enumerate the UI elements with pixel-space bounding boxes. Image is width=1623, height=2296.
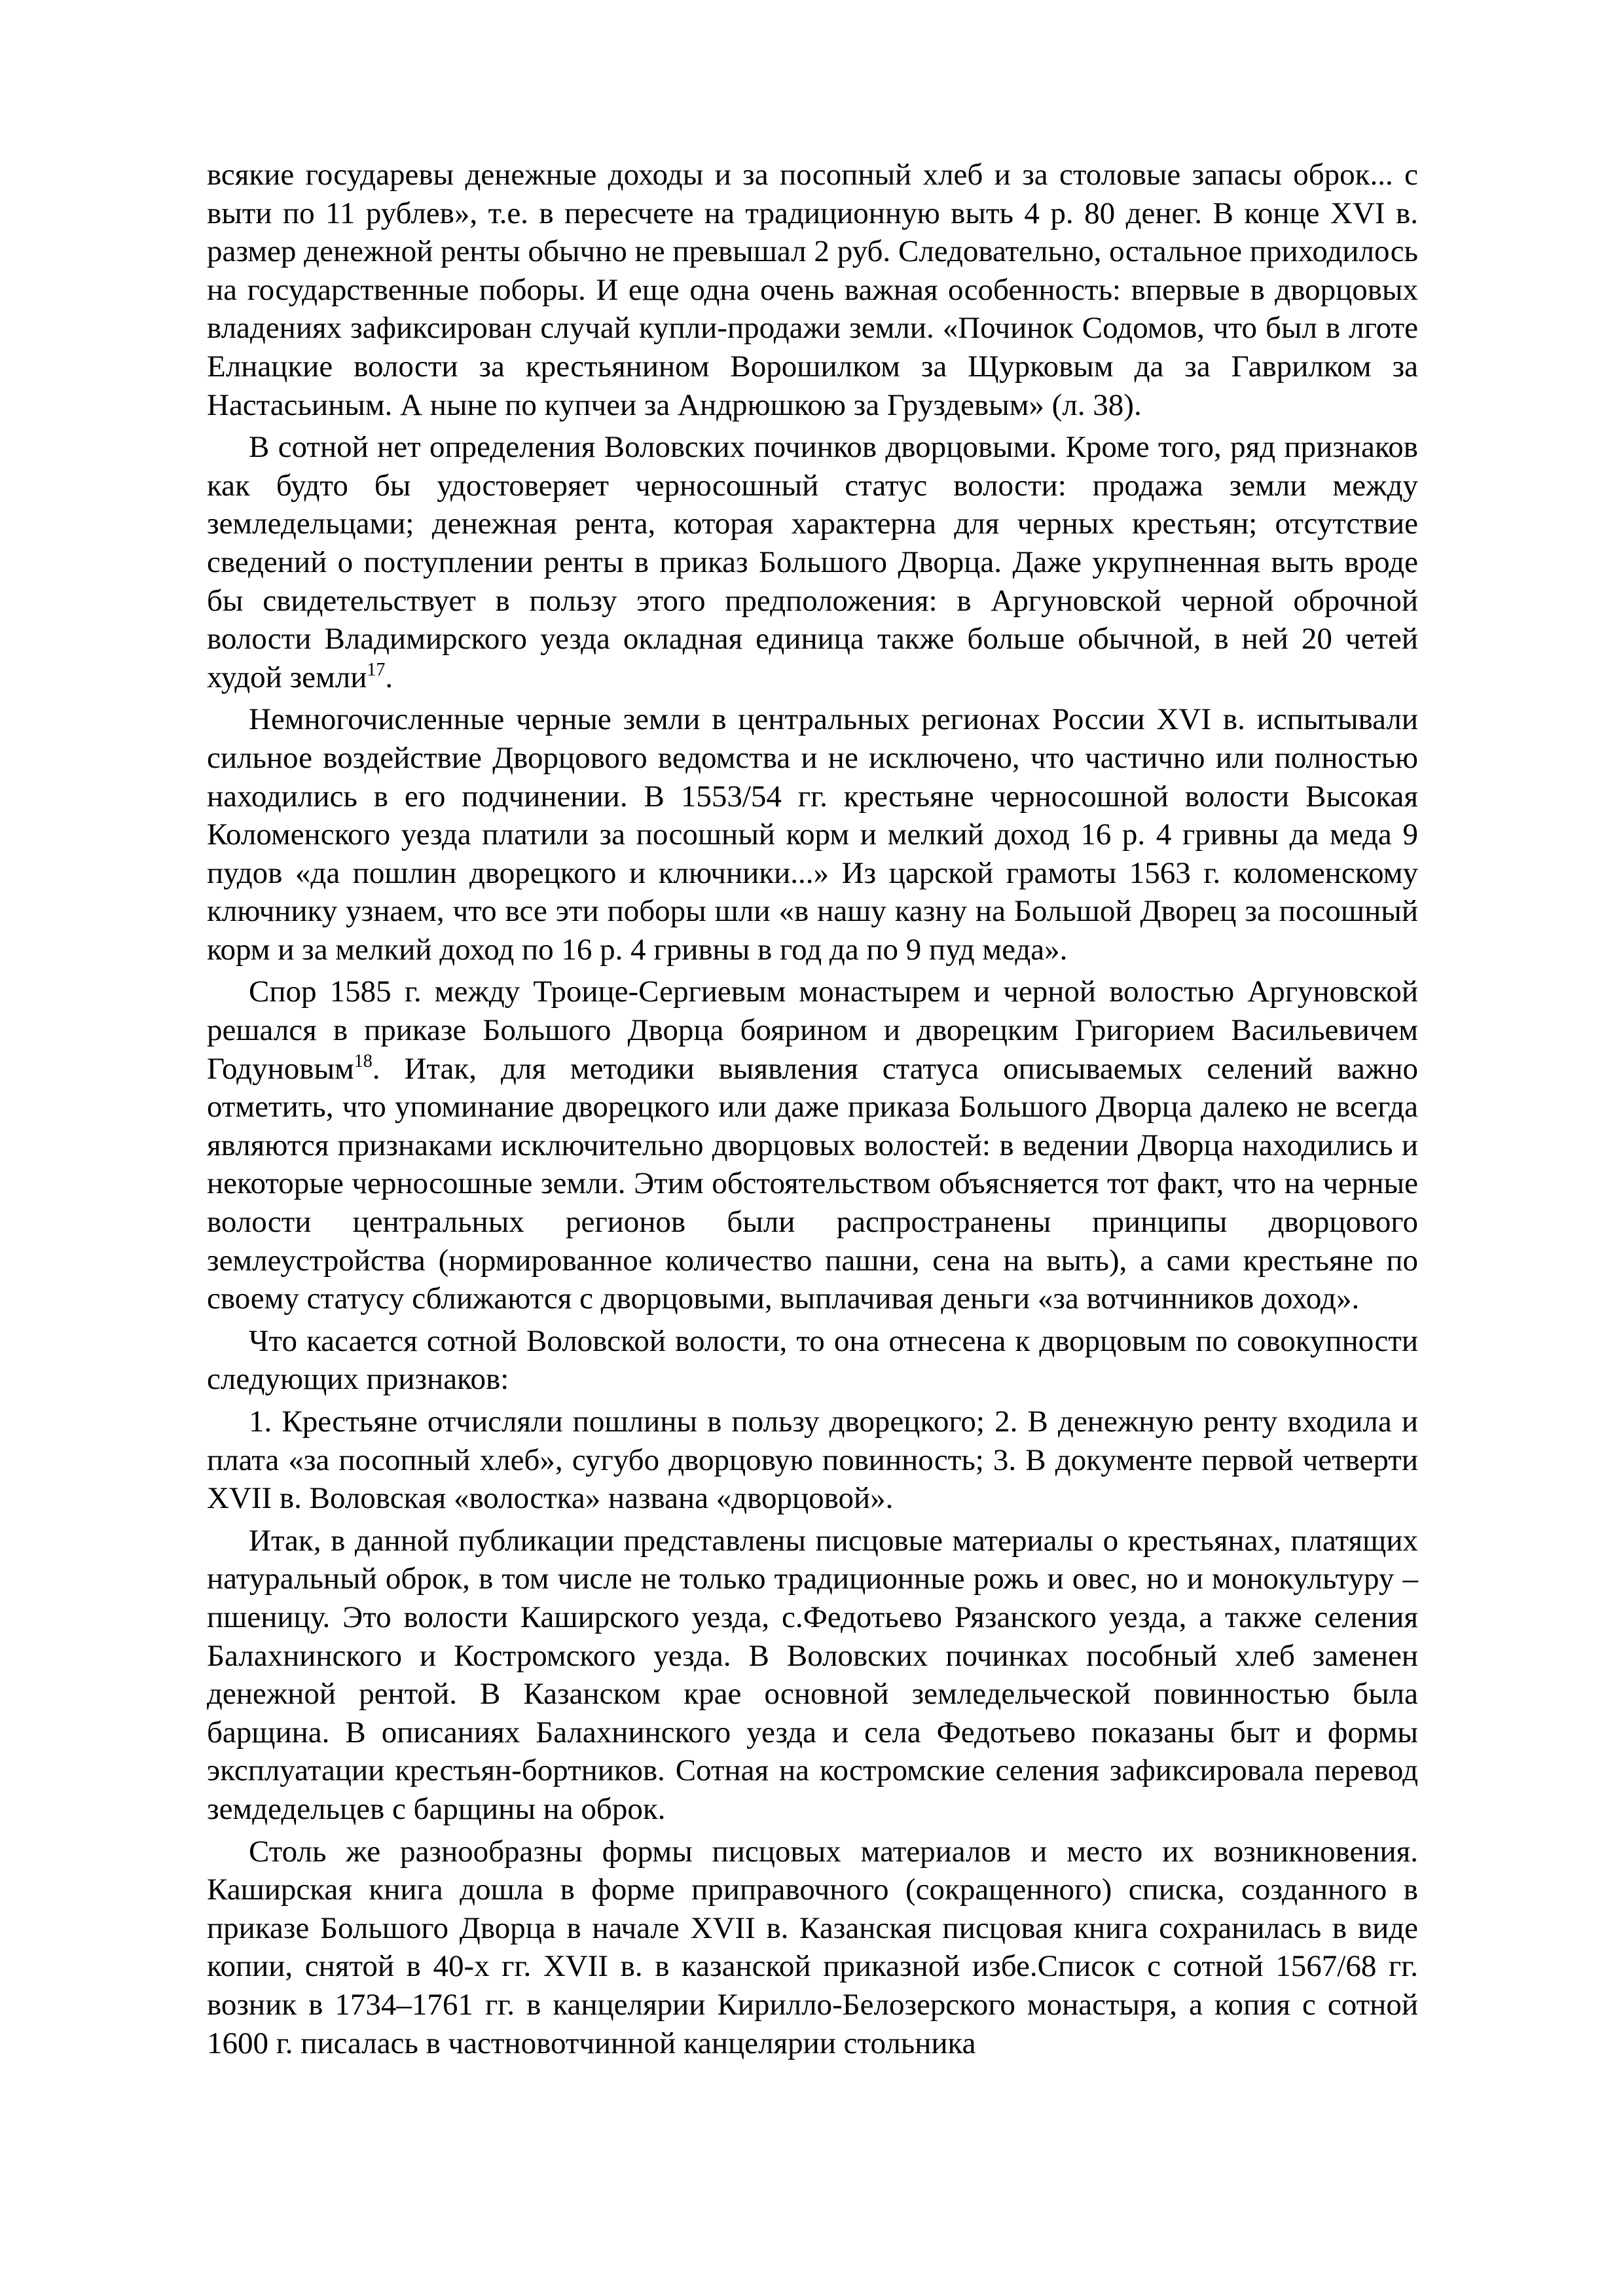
paragraph-2-text: В сотной нет определения Воловских починков дворцовыми. Кроме того, ряд признаков как будто бы удостоверяет черносошный статус волости: продажа земли между земледельцами; денежная рента, которая характерна для черных крестьян; отсутствие сведений о поступлении ренты в приказ Большого Дворца. Даже укрупненная выть вроде бы свидетельствует в пользу этого предположения: в Аргуновской черной оброчной волости Владимирского уезда окладная единица также больше обычной, в ней 20 четей худой земли <box>207 430 1418 694</box>
footnote-ref-18: 18 <box>354 1050 373 1071</box>
paragraph-1 <box>207 156 1418 424</box>
paragraph-2-tail: . <box>385 660 393 694</box>
paragraph-8 <box>207 1833 1418 2063</box>
paragraph-5-text: Что касается сотной Воловской волости, то она отнесена к дворцовым по совокупности следующих признаков: <box>207 1323 1418 1397</box>
paragraph-3-text: Немногочисленные черные земли в центральных регионах России XVI в. испытывали сильное воздействие Дворцового ведомства и не исключено, что частично или полностью находились в его подчинении. В 1553/54 гг. крестьяне черносошной волости Высокая Коломенского уезда платили за посошный корм и мелкий доход 16 р. 4 гривны да меда 9 пудов «да пошлин дворецкого и ключники...» Из царской грамоты 1563 г. коломенскому ключнику узнаем, что все эти поборы шли «в нашу казну на Большой Дворец за посошный корм и за мелкий доход по 16 р. 4 гривны в год да по 9 пуд меда». <box>207 702 1418 967</box>
paragraph-1-text: всякие государевы денежные доходы и за посопный хлеб и за столовые запасы оброк... с выти по 11 рублев», т.е. в пересчете на традиционную выть 4 р. 80 денег. В конце XVI в. размер денежной ренты обычно не превышал 2 руб. Следовательно, остальное приходилось на государственные поборы. И еще одна очень важная особенность: впервые в дворцовых владениях зафиксирован случай купли-продажи земли. «Починок Содомов, что был в лготе Елнацкие волости за крестьянином Ворошилком за Щурковым да за Гаврилком за Настасьиным. А ныне по купчеи за Андрюшкою за Груздевым» (л. 38). <box>207 158 1418 422</box>
paragraph-4 <box>207 973 1418 1318</box>
paragraph-7-text: Итак, в данной публикации представлены писцовые материалы о крестьянах, платящих натуральный оброк, в том числе не только традиционные рожь и овес, но и монокультуру – пшеницу. Это волости Каширского уезда, с.Федотьево Рязанского уезда, а также селения Балахнинского и Костромского уезда. В Воловских починках пособный хлеб заменен денежной рентой. В Казанском крае основной земледельческой повинностью была барщина. В описаниях Балахнинского уезда и села Федотьево показаны быт и формы эксплуатации крестьян-бортников. Сотная на костромские селения зафиксировала перевод земдедельцев с барщины на оброк. <box>207 1523 1418 1826</box>
paragraph-5 <box>207 1322 1418 1399</box>
footnote-ref-17: 17 <box>367 659 386 680</box>
document-body <box>207 156 1418 2066</box>
paragraph-7 <box>207 1522 1418 1829</box>
paragraph-4-text: Спор 1585 г. между Троице-Сергиевым монастырем и черной волостью Аргуновской решался в приказе Большого Дворца боярином и дворецким Григорием Васильевичем Годуновым <box>207 975 1418 1086</box>
paragraph-3 <box>207 700 1418 969</box>
paragraph-6-text: 1. Крестьяне отчисляли пошлины в пользу дворецкого; 2. В денежную ренту входила и плата «за посопный хлеб», сугубо дворцовую повинность; 3. В документе первой четверти XVII в. Воловская «волостка» названа «дворцовой». <box>207 1405 1418 1516</box>
paragraph-6 <box>207 1403 1418 1518</box>
paragraph-2 <box>207 428 1418 696</box>
paragraph-4-tail: . Итак, для методики выявления статуса описываемых селений важно отметить, что упоминание дворецкого или даже приказа Большого Дворца далеко не всегда являются признаками исключительно дворцовых волостей: в ведении Дворца находились и некоторые черносошные земли. Этим обстоятельством объясняется тот факт, что на черные волости центральных регионов были распространены принципы дворцового землеустройства (нормированное количество пашни, сена на выть), а сами крестьяне по своему статусу сближаются с дворцовыми, выплачивая деньги «за вотчинников доход». <box>207 1051 1418 1316</box>
paragraph-8-text: Столь же разнообразны формы писцовых материалов и место их возникновения. Каширская книга дошла в форме приправочного (сокращенного) списка, созданного в приказе Большого Дворца в начале XVII в. Казанская писцовая книга сохранилась в виде копии, снятой в 40-х гг. XVII в. в казанской приказной избе.Список с сотной 1567/68 гг. возник в 1734–1761 гг. в канцелярии Кирилло-Белозерского монастыря, а копия с сотной 1600 г. писалась в частновотчинной канцелярии стольника <box>207 1834 1418 2060</box>
